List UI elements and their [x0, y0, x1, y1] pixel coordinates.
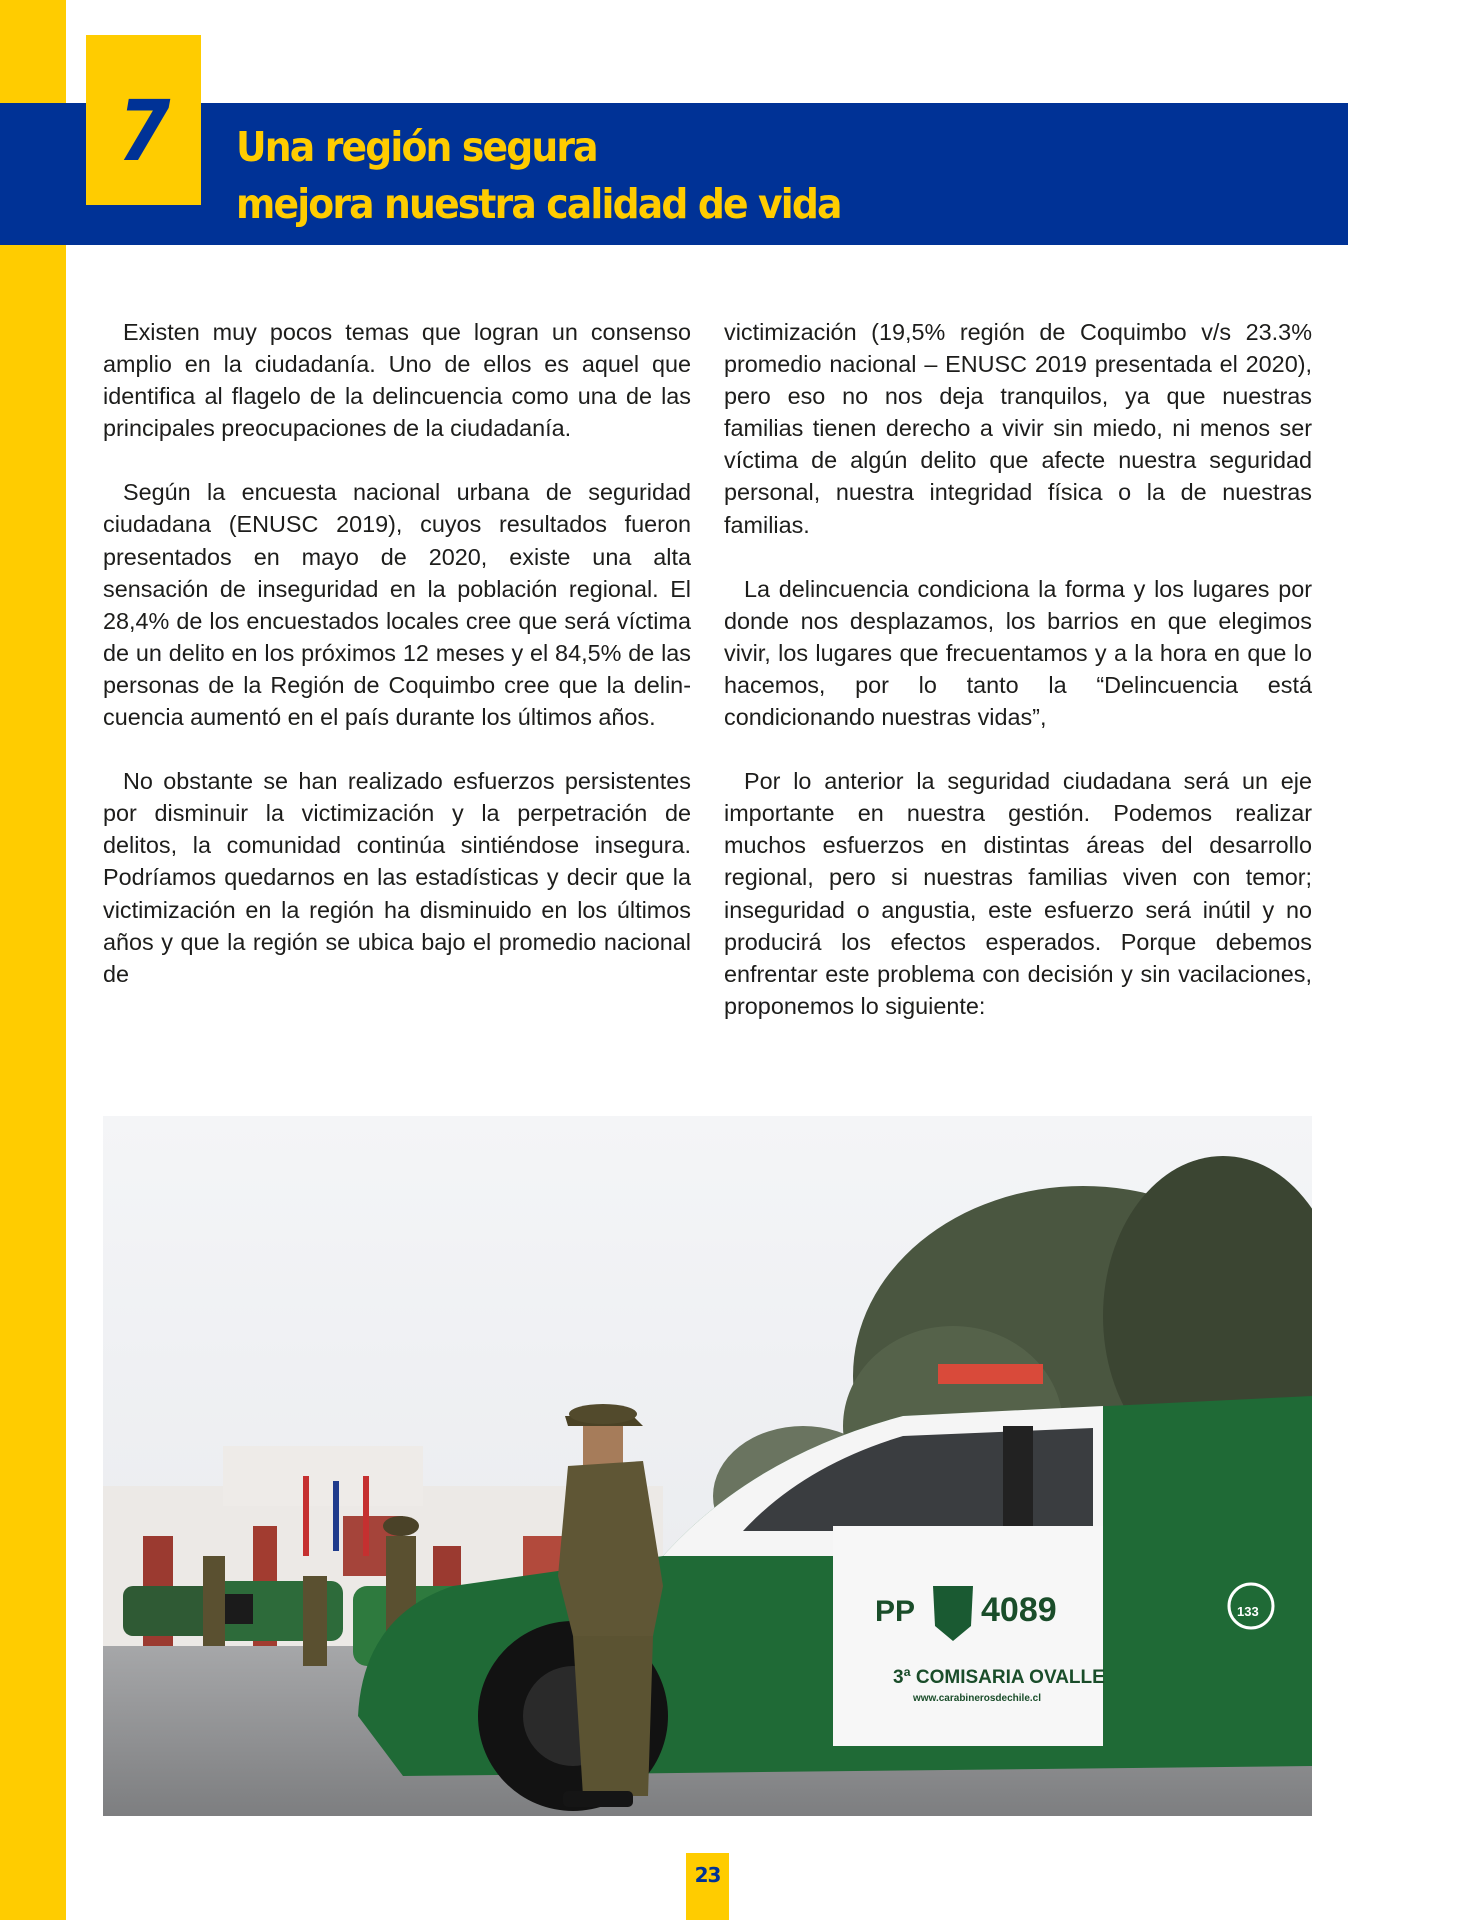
section-number-box — [86, 35, 201, 205]
car-number: 4089 — [981, 1591, 1057, 1629]
page-number: 23 — [694, 1863, 721, 1887]
police-cars-photo — [103, 1116, 1312, 1816]
paragraph: victimización (19,5% región de Coquimbo v/s 23.3% promedio nacional – ENUSC 2019 presentada el 2020), pero eso no nos deja tranquilos, ya que nuestras familias tienen derecho a vivir sin miedo, ni menos ser víctima de algún delito que afecte nuestra seguridad personal, nuestra integridad física o la de nuestras familias. — [724, 319, 1312, 538]
paragraph: Existen muy pocos temas que logran un consenso amplio en la ciudadanía. Uno de ellos es aquel que identifica al flagelo de la delincuencia como una de las principales preocupaciones de la ciudadanía. — [103, 319, 691, 442]
section-title-line-1: Una región segura — [236, 123, 597, 171]
car-url: www.carabinerosdechile.cl — [913, 1693, 1042, 1704]
text-column-right — [724, 316, 1312, 1054]
paragraph: Según la encuesta nacional urbana de seguridad ciudadana (ENUSC 2019), cuyos resultados fueron presentados en mayo de 2020, existe una alta sensación de inseguridad en la población regional. El 28,4% de los encuestados locales cree que será víctima de un delito en los próximos 12 meses y el 84,5% de las personas de la Región de Coquimbo cree que la delincuencia aumentó en el país durante los últimos años. — [103, 479, 691, 731]
paragraph: Por lo anterior la seguridad ciudadana será un eje importante en nuestra gestión. Podemos realizar muchos esfuerzos en distintas áreas del desarrollo regional, pero si nuestras familias viven con temor; inseguridad o angustia, este esfuerzo será inútil y no producirá los efectos esperados. Porque debemos enfrentar este problema con decisión y sin vacilaciones, proponemos lo siguiente: — [724, 768, 1312, 1019]
yellow-side-bar — [0, 0, 66, 1920]
paragraph: La delincuencia condiciona la forma y los lugares por donde nos desplazamos, los barrios en que elegimos vivir, los lugares que frecuentamos y a la hora en que lo hacemos, por lo tanto la “Delincuencia está condicionando nuestras vidas”, — [724, 575, 1312, 731]
car-unit: 3ª COMISARIA OVALLE — [893, 1667, 1105, 1688]
paragraph: No obstante se han realizado esfuerzos persistentes por disminuir la victimización y la perpetración de delitos, la comunidad continúa sintiéndose insegura. Podríamos quedarnos en las estadísticas y decir que la victimización en la región ha disminuido en los últimos años y que la región se ubica bajo el promedio nacional de — [103, 768, 691, 987]
section-title — [236, 119, 841, 233]
section-number: 7 — [118, 82, 169, 180]
car-prefix: PP — [875, 1595, 916, 1628]
text-column-left — [103, 316, 691, 1022]
page-number-tab — [686, 1853, 729, 1920]
section-title-line-2: mejora nuestra calidad de vida — [236, 180, 841, 228]
phone-badge: 133 — [1237, 1604, 1259, 1619]
